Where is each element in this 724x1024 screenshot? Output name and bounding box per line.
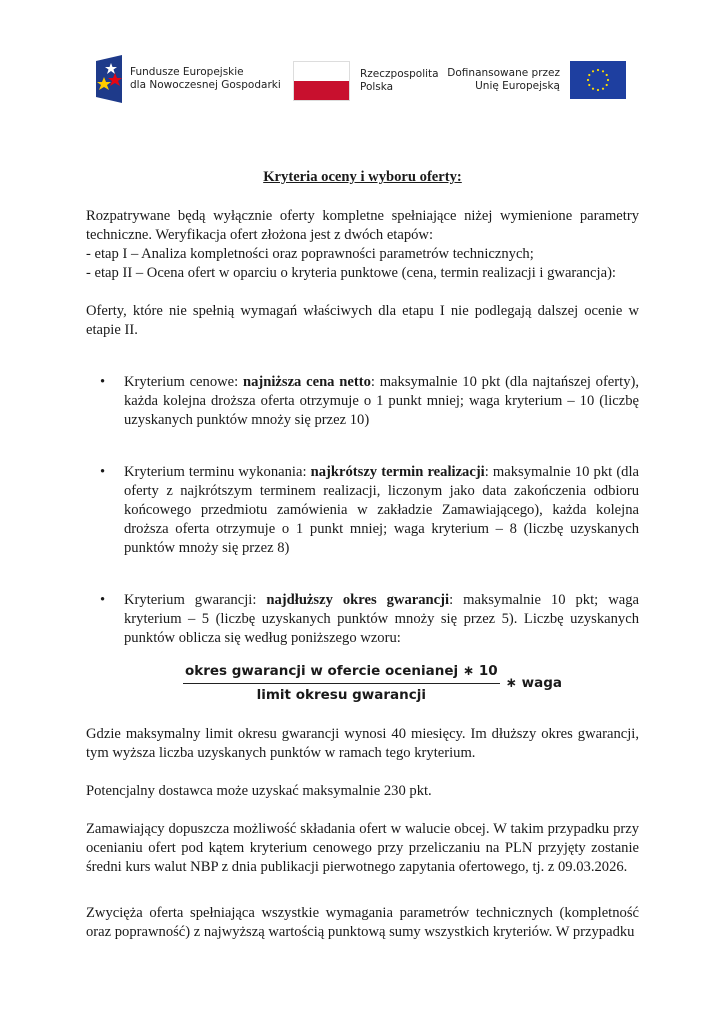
logo-fe-line1: Fundusze Europejskie bbox=[130, 66, 244, 78]
warranty-note-paragraph: Gdzie maksymalny limit okresu gwarancji wynosi 40 miesięcy. Im dłuższy okres gwarancji, tym wyższa liczba uzyskanych punktów w ramach tego kryterium. bbox=[86, 726, 639, 761]
stage-1-line: - etap I – Analiza kompletności oraz poprawności parametrów technicznych; bbox=[86, 246, 534, 262]
document-body bbox=[86, 168, 639, 942]
criteria-list bbox=[86, 373, 639, 648]
eu-flag-icon bbox=[570, 61, 626, 99]
polish-flag-icon bbox=[293, 61, 350, 101]
stage-note-paragraph: Oferty, które nie spełnią wymagań właściwych dla etapu I nie podlegają dalszej ocenie w etapie II. bbox=[86, 303, 639, 338]
formula-denominator: limit okresu gwarancji bbox=[256, 687, 427, 703]
logo-unia-europejska bbox=[447, 61, 626, 99]
fe-logo-icon bbox=[96, 55, 122, 103]
logo-fe-line2: dla Nowoczesnej Gospodarki bbox=[130, 79, 281, 91]
logo-rzeczpospolita-polska bbox=[293, 61, 439, 101]
winner-note-paragraph: Zwycięża oferta spełniająca wszystkie wymagania parametrów technicznych (kompletność oraz poprawność) z najwyższą wartością punktową sumy wszystkich kryteriów. W przypadku bbox=[86, 905, 639, 940]
warranty-formula bbox=[106, 662, 639, 705]
document-title: Kryteria oceny i wyboru oferty: bbox=[263, 169, 462, 185]
bullet-icon: • bbox=[100, 374, 106, 390]
formula-fraction bbox=[183, 662, 500, 705]
max-points-paragraph: Potencjalny dostawca może uzyskać maksymalnie 230 pkt. bbox=[86, 783, 432, 799]
criterion-price-bold: najniższa cena netto bbox=[242, 374, 371, 390]
formula-numerator: okres gwarancji w ofercie ocenianej ∗ 10 bbox=[183, 662, 500, 684]
bullet-icon: • bbox=[100, 464, 106, 480]
logo-fundusze-europejskie bbox=[96, 55, 281, 103]
logo-pl-line1: Rzeczpospolita bbox=[360, 68, 439, 80]
formula-multiplier: ∗ waga bbox=[505, 675, 563, 691]
stage-2-line: - etap II – Ocena ofert w oparciu o kryteria punktowe (cena, termin realizacji i gwarancja): bbox=[86, 265, 616, 281]
criterion-warranty: • Kryterium gwarancji: najdłuższy okres gwarancji: maksymalnie 10 pkt; waga kryterium – 5 (liczbę uzyskanych punktów mnoży się przez 5). Liczbę uzyskanych punktów oblicza się według poniższego wzoru: bbox=[100, 592, 639, 646]
intro-paragraph: Rozpatrywane będą wyłącznie oferty kompletne spełniające niżej wymienione parametry techniczne. Weryfikacja ofert złożona jest z dwóch etapów: bbox=[86, 208, 639, 243]
bullet-icon: • bbox=[100, 592, 106, 608]
currency-note-paragraph: Zamawiający dopuszcza możliwość składania ofert w walucie obcej. W takim przypadku przy ocenianiu ofert pod kątem kryterium cenowego przy przeliczaniu na PLN przyjęty zostanie średni kurs walut NBP z dnia publikacji pierwotnego zapytania ofertowego, tj. z 09.03.2026. bbox=[86, 821, 639, 875]
criterion-deadline-bold: najkrótszy termin realizacji bbox=[310, 464, 485, 480]
criterion-deadline: • Kryterium terminu wykonania: najkrótszy termin realizacji: maksymalnie 10 pkt (dla oferty z najkrótszym terminem realizacji, liczonym jako data zakończenia odbioru końcowego przedmiotu zamówienia w zakładzie Zamawiającego), każda kolejna droższa oferta otrzymuje o 1 punkt mniej; waga kryterium – 8 (liczbę uzyskanych punktów mnoży się przez 8) bbox=[100, 464, 640, 556]
criterion-warranty-bold: najdłuższy okres gwarancji bbox=[266, 592, 450, 608]
logo-pl-line2: Polska bbox=[360, 81, 394, 93]
criterion-price: • Kryterium cenowe: najniższa cena netto: maksymalnie 10 pkt (dla najtańszej oferty), każda kolejna droższa oferta otrzymuje o 1 punkt mniej; waga kryterium – 10 (liczbę uzyskanych punktów mnoży się przez 10) bbox=[100, 374, 640, 428]
logo-eu-line2: Unię Europejską bbox=[475, 80, 560, 92]
logo-eu-line1: Dofinansowane przez bbox=[447, 67, 560, 79]
logo-bar bbox=[96, 55, 626, 105]
